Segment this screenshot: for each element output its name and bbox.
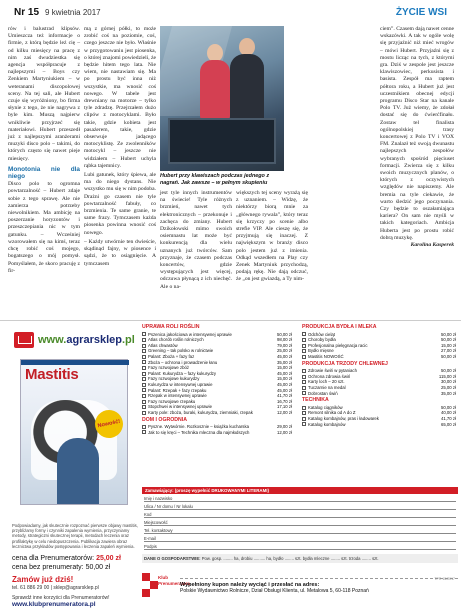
order-checkbox[interactable] <box>142 425 146 429</box>
order-checkbox[interactable] <box>142 430 146 434</box>
issue-date: 9 kwietnia 2017 <box>45 7 101 17</box>
order-checkbox[interactable] <box>302 349 306 353</box>
product-price: 16,70 zł <box>276 398 292 404</box>
table-title: PRODUKCJA BYDŁA I MLEKA <box>302 324 377 330</box>
product-price: 50,00 zł <box>440 404 456 410</box>
order-checkbox[interactable] <box>302 344 306 348</box>
order-checkbox[interactable] <box>142 394 146 398</box>
article-paragraph: mą z górnej półki, to może zrobić coś na poziomie, coś, czego jeszcze nie było. Właśnie w przygotowaniu jest piosenka, o której znajomi powiedzieli, że będzie hitem tego lata. Nie wiem, nie nastawiam się. Ma po prostu być inna niż wszystkie, ma wnosić coś nowego. W tabele jest drewniany na motorze – tylko tyle zdradzę. Przejrzałem dużo clipów z motocyklami. Było takie, gdzie kobieta jest pasażerem, takie, gdzie obserwuje jadącego motocyklistę. Ze zwolenników motocykl – jeszcze nie widziałem – Hubert uchyla rąbka tajemnicy. <box>84 26 156 169</box>
product-price: 15,00 zł <box>440 342 456 348</box>
article-paragraph: większych tej sceny wyrażą się z uznaniem. – Widzę, że niektórzy biorą mnie za „głównego rywala”, który teraz się krzyczy po scenie albo strefie VIP. Ale cieszę się, że przyjmują się inaczej. Z największym w branży disco polo jestem już z imienia. Odkąd wszedłem na Play czy Zenek Martyniuk przychodzą, podają rękę. Nie dają odczuć, że „on jest gwiazdą, a Ty nim- <box>236 190 308 283</box>
form-field[interactable]: Kod <box>144 510 456 518</box>
issue-number: Nr 15 <box>14 6 40 18</box>
product-price: 50,00 zł <box>440 353 456 359</box>
club-logo-line2: Prenumeratora <box>158 580 191 586</box>
product-name: Remont silnika od A do Z <box>308 410 356 416</box>
order-checkbox[interactable] <box>302 355 306 359</box>
order-checkbox[interactable] <box>142 355 146 359</box>
regular-price <box>12 564 110 571</box>
product-name: Odchów cieląt <box>308 331 335 337</box>
article-paragraph: ciem”. Czasem dają nawet cenne wskazówki. A tak w ogóle wolę się przyjaźnić niż mieć wrogów – mówi Hubert. Przyjaźni się z mostu licząc na tych, z którymi gra. Dziś w zespole jest jeszcze klawiszowiec, perkusista i basista. Zespół ma raptem półtora roku, a Hubert już jest uczestnikiem obecnej edycji programu Disco Star na kanale Polo TV. Już wiemy, że zdołał dostać się do ćwierćfinału. Zostaw tel finalista ogólnopolskiej trasy koncertowej z Polo TV i VOX FM. Znalazł też swoją dwunastu najlepszych zespołów wybranych spośród pięciuset formacji. Zwierza się z kilku swoich muzycznych planów, o których z oczywistych względów nie napiszemy. Ale bremia na tyle ciekawie, że warto śledzić jego poczynania. Czy będzie to oszałamiająca kariera? On sam nie myśli w takich kategoriach. Ambicja Huberta jest po prostu robić dobrą muzykę. <box>380 26 454 241</box>
product-description: Podpowiadamy, jak skutecznie rozpoznać pierwsze objawy mastitis, przybliżamy formy i czynniki zapalenia wymienia, przyczyniamy metody, strategiczni skutecznej terapii, metodach leczenia oraz profilaktykę w celu niedopuszczenia. Publikacja zawiera obraz lecznictwa przykładów postępowania i leczenia zapaleń wymienia. <box>12 523 138 549</box>
photo-caption: Hubert przy klawiszach podczas jednego z nagrań. Jak zawsze – w pełnym skupieniu <box>160 173 270 186</box>
order-row <box>302 422 456 428</box>
product-name: Choroby bydła <box>308 337 336 343</box>
order-checkbox[interactable] <box>142 388 146 392</box>
product-price: 45,00 zł <box>276 387 292 393</box>
product-price: 50,00 zł <box>440 368 456 374</box>
product-price: 27,00 zł <box>440 348 456 354</box>
product-name: Tuczarnie na medal <box>308 384 346 390</box>
product-price: 45,00 zł <box>276 370 292 376</box>
table-title: UPRAWA ROLI ROŚLIN <box>142 324 200 330</box>
product-name: Profesjonalna pielęgnacja racic <box>308 342 368 348</box>
product-price: 79,00 zł <box>276 342 292 348</box>
member-price <box>12 555 121 562</box>
product-price: 25,00 zł <box>276 348 292 354</box>
article-paragraph: rów i balustrad klipsów. Umieszcza też informacje o firmie, z którą będzie leż cię – od kilku miesięcy na pracę z nim zaś dwudziestka się agencja współpracuje z najlepszymi – Boys czy Zenkiem Martyniukiem – w weteranami discopolowej sceny. Na tej sali, ale Hubert czuje się wyróżniony, bo firma słynie z tego, że nie nagrywa z byle kim. Muszą najpierw wnikliwie przyjrzeć się materiałowi. Hubert przeszedł już z najlepszymi aranżerami muzyki disco polo – takimi, do których często się nawet pieje miesięcy. <box>8 26 80 162</box>
product-name: Mastitis NOWOŚĆ <box>308 353 344 359</box>
order-checkbox[interactable] <box>302 338 306 342</box>
order-row <box>142 430 292 436</box>
order-checkbox[interactable] <box>302 380 306 384</box>
farm-data-label: DANE O GOSPODARSTWIE: <box>144 556 201 561</box>
product-name: Karty loch – 20 szt. <box>308 379 345 385</box>
club-url[interactable]: www.klubprenumeratora.pl <box>12 601 96 608</box>
product-price: 15,00 zł <box>276 376 292 382</box>
article-column-4 <box>236 190 308 284</box>
product-price: 41,70 zł <box>440 415 456 421</box>
article-paragraph: jest tyle innych instrumentów na świecie! Tyle różnych brzmień, nawet tych elektronicznych – przekonuje i zachęca do zmiany. Hubert Dzikołowski mimo swoich osiemnastu lat może być konkurencją dla wielu uznanych już twórców. Sam przyznaje, że czasem podczas koncertów, gdzie występujących jest więcej, odczuwa płynącą z ich niechęć. Ale o na- <box>160 190 232 290</box>
order-checkbox[interactable] <box>142 349 146 353</box>
order-checkbox[interactable] <box>142 372 146 376</box>
order-checkbox[interactable] <box>302 411 306 415</box>
product-price: 65,00 zł <box>440 421 456 427</box>
product-price: 45,00 zł <box>276 381 292 387</box>
coupon-address-text: Polskie Wydawnictwo Rolnicze, Dział Obsługi Klienta, ul. Metalowa 5, 60-118 Poznań <box>180 588 369 594</box>
product-price: 45,00 zł <box>276 353 292 359</box>
form-field[interactable]: Miejscowość <box>144 518 456 526</box>
product-price: 50,00 zł <box>440 331 456 337</box>
product-price: 115,00 zł <box>438 373 456 379</box>
regular-price-label: cena bez prenumeraty: <box>12 564 84 571</box>
product-price: 12,00 zł <box>276 409 292 415</box>
order-checkbox[interactable] <box>302 369 306 373</box>
order-row <box>302 391 456 397</box>
order-checkbox[interactable] <box>142 344 146 348</box>
table-title: DOM I OGRODNIA <box>142 416 187 423</box>
order-checkbox[interactable] <box>142 400 146 404</box>
order-checkbox[interactable] <box>302 422 306 426</box>
domain-tld: .pl <box>121 334 135 346</box>
section-title: ŻYCIE WSI <box>395 6 447 18</box>
order-form <box>142 487 458 563</box>
form-field[interactable]: Podpis <box>144 542 456 550</box>
farm-data <box>142 554 458 563</box>
product-name: Ochrona zdrowia świń <box>308 373 351 379</box>
product-name: Fazy rozwojowe zbóż <box>148 365 190 371</box>
table-bydlo <box>302 325 456 427</box>
club-promo <box>12 595 212 608</box>
product-name: Stopchwei w intensywnej uprawie <box>148 404 213 410</box>
form-field[interactable]: Tel. kontaktowy <box>144 526 456 534</box>
article-column-5 <box>380 26 454 249</box>
order-checkbox[interactable] <box>142 405 146 409</box>
contact-info: tel. 61 886 29 00 | sklep@agrarsklep.pl <box>12 585 99 591</box>
product-name: Atlas chorób roślin rolniczych <box>148 337 204 343</box>
product-name: Kukurydza w intensywnej uprawie <box>148 381 213 387</box>
member-price-label: cena dla Prenumeratorów: <box>12 555 95 562</box>
order-checkbox[interactable] <box>142 411 146 415</box>
product-price: 17,10 zł <box>276 404 292 410</box>
article-paragraph: – Każdy utwórnie ten dwieście, skądinąd fajny, w piosence i sądzi, że to osiągnięcie. A tymczasem <box>84 238 156 267</box>
article-column-3 <box>160 190 232 291</box>
domain-name: agrarsklep <box>66 334 122 346</box>
coupon-instruction: Wypełniony kupon należy wyciąć i przesłać na adres: <box>180 582 320 588</box>
form-field[interactable]: E-mail <box>144 534 456 542</box>
order-row <box>142 410 292 416</box>
order-checkbox[interactable] <box>302 375 306 379</box>
product-name: Pszenica jakościowa w intensywnej uprawie <box>148 331 232 337</box>
article-column-1 <box>8 26 80 275</box>
order-checkbox[interactable] <box>142 383 146 387</box>
product-name: Jak to się kręci – Technika mleczna dla najmłodszych <box>148 429 250 435</box>
magazine-cover <box>20 359 128 505</box>
product-price: 50,00 zł <box>440 337 456 343</box>
product-price: 25,00 zł <box>440 384 456 390</box>
product-name: Palant: Kukurydza – fazy kukurydzy <box>148 370 217 376</box>
order-checkbox[interactable] <box>142 338 146 342</box>
form-header: Zamawiający: (proszę wypełnić DRUKOWANYMI LITERAMI) <box>142 487 458 494</box>
product-price: 15,00 zł <box>276 365 292 371</box>
coupon-code: TPR 15/2017 <box>434 577 455 581</box>
member-price-value: 25,00 zł <box>96 555 121 562</box>
product-name: Katalog ciągników <box>308 404 343 410</box>
article-author: Karolina Kasperek <box>410 242 454 249</box>
order-checkbox[interactable] <box>142 366 146 370</box>
product-name: Atlas chwastów <box>148 342 178 348</box>
magazine-title: Mastitis <box>25 366 79 383</box>
order-checkbox[interactable] <box>302 417 306 421</box>
advertisement <box>0 320 461 608</box>
product-name: Katalog kombajnów, pras i ładowarek <box>308 415 379 421</box>
product-price: 35,00 zł <box>276 359 292 365</box>
product-price: 40,00 zł <box>440 410 456 416</box>
table-title: PRODUKCJA TRZODY CHLEWNEJ <box>302 360 388 367</box>
club-logo <box>142 573 191 599</box>
table-title: TECHNIKA <box>302 397 329 404</box>
product-name: Pyszne. Wytwórnie. Rozkosznie – książka kucharska <box>148 424 249 430</box>
order-checkbox[interactable] <box>142 360 146 364</box>
shopping-cart-icon <box>14 332 34 348</box>
article-paragraph: Lubi gatunek, który śpiewa, ale ma do niego dystans. Nie wszystko mu się w nim podoba. Drażni go czasem nie tyle powtarzalność fabuły, co brzmienia. Te same granie, te same frazy. Tymczasem każda piosenka powinna wnosić coś nowego. <box>84 172 156 236</box>
coupon-address <box>180 578 458 594</box>
club-logo-line1: Klub <box>158 575 168 580</box>
table-uprawa <box>142 325 292 435</box>
ad-promo <box>6 323 138 608</box>
product-price: 12,00 zł <box>276 429 292 435</box>
product-price: 50,00 zł <box>276 331 292 337</box>
order-checkbox[interactable] <box>302 391 306 395</box>
product-name: Greening – tak polsko w rolnictwie <box>148 348 214 354</box>
product-name: Fazy rozwojowe kukurydzy <box>148 376 200 382</box>
page-header <box>0 0 461 24</box>
article-subheading: Monotonia nie dla niego <box>8 165 80 181</box>
product-name: Bydło mięsne <box>308 348 334 354</box>
product-price: 41,70 zł <box>276 393 292 399</box>
product-price: 29,00 zł <box>276 424 292 430</box>
product-price: 35,00 zł <box>440 390 456 396</box>
article-column-2 <box>84 26 156 268</box>
product-name: Katalog kombajnów <box>308 421 346 427</box>
order-checkbox[interactable] <box>302 386 306 390</box>
domain-www: www. <box>38 334 67 346</box>
product-name: Karty pole: zboża, buraki, kukurydza, ziemniaki, rzepak <box>148 409 253 415</box>
order-checkbox[interactable] <box>142 332 146 336</box>
order-checkbox[interactable] <box>142 377 146 381</box>
product-name: Rzepak w intensywnej uprawie <box>148 393 207 399</box>
product-name: Palant: Rzepak + fazy rzepaku <box>148 387 207 393</box>
new-badge: Nowość! <box>92 407 125 440</box>
form-field[interactable]: Imię i nazwisko <box>144 494 456 502</box>
order-checkbox[interactable] <box>302 332 306 336</box>
order-checkbox[interactable] <box>302 406 306 410</box>
product-price: 30,00 zł <box>440 379 456 385</box>
farm-data-text: Pow. gosp. ........ ha, drobiu .......... ha, bydło ........ szt. bydła mleczne ........ szt. trzoda ........ szt. <box>201 556 379 561</box>
product-price: 98,00 zł <box>276 337 292 343</box>
club-promo-text: Sprawdź inne korzyści dla Prenumeratorów! <box>12 595 110 601</box>
shop-domain[interactable] <box>38 334 135 346</box>
regular-price-value: 50,00 zł <box>85 564 111 571</box>
order-row <box>302 354 456 360</box>
product-name: Zboża – ochrona i prowadzenie łanu <box>148 359 218 365</box>
article-photo <box>160 26 284 171</box>
product-name: Dobrostan świń <box>308 390 338 396</box>
article-paragraph: Disco polo to ogromna powtarzalność – Hubert zdaje sobie z tego sprawę. Ale nie zamierza potrzeby niewolnikiem. Ma ambicję na poszerzanie horyzontów i przeszczepiania nic w tym gatunku. – Wcześniej wzorowałem się na kimś, teraz chcę robić coś mojego, bogatszego o mój pomysł. Pomyślałem, że skoro pracuję z fir- <box>8 181 80 274</box>
product-name: Zdrowie świń w pytaniach <box>308 368 357 374</box>
product-name: Palant: Zboża + fazy faz <box>148 353 195 359</box>
form-field[interactable]: Ulica / Nr domu / Nr lokalu <box>144 502 456 510</box>
product-name: Fazy rozwojowe rzepaku <box>148 398 196 404</box>
order-cta: Zamów już dziś! <box>12 575 74 584</box>
